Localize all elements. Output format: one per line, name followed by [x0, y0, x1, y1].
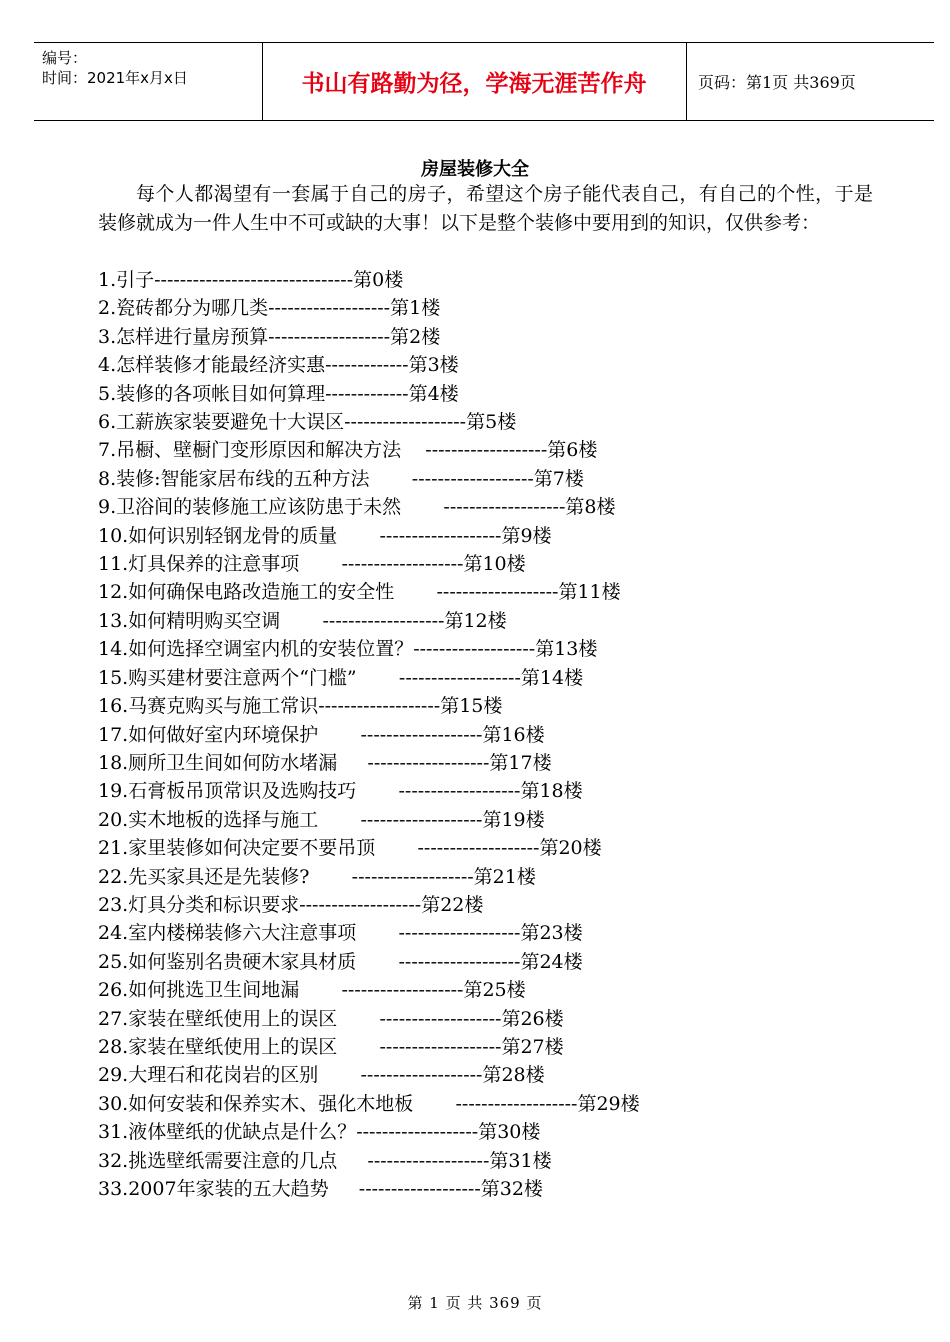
toc-item: 13.如何精明购买空调 -------------------第12楼	[98, 609, 507, 632]
toc-item: 19.石膏板吊顶常识及选购技巧 -------------------第18楼	[98, 780, 583, 803]
intro-paragraph: 每个人都渴望有一套属于自己的房子，希望这个房子能代表自己，有自己的个性，于是装修就成为一件人生中不可或缺的大事！以下是整个装修中要用到的知识，仅供参考：	[98, 183, 873, 234]
toc-item: 8.装修:智能家居布线的五种方法 -------------------第7楼	[98, 467, 584, 490]
toc-item: 6.工薪族家装要避免十大误区-------------------第5楼	[98, 411, 517, 434]
toc-item: 2.瓷砖都分为哪几类-------------------第1楼	[98, 297, 441, 320]
toc-item: 15.购买建材要注意两个“门槛” -------------------第14楼	[98, 666, 584, 689]
header-motto: 书山有路勤为径，学海无涯苦作舟	[301, 71, 647, 97]
toc-item: 1.引子-------------------------------第0楼	[98, 269, 404, 291]
toc-item: 31.液体壁纸的优缺点是什么？-------------------第30楼	[98, 1121, 541, 1144]
toc-item: 27.家装在壁纸使用上的误区 -------------------第26楼	[98, 1007, 564, 1030]
header-meta	[34, 43, 262, 120]
toc-item: 5.装修的各项帐目如何算理-------------第4楼	[98, 382, 459, 405]
toc-item: 22.先买家具还是先装修? -------------------第21楼	[98, 865, 536, 888]
toc-item: 30.如何安装和保养实木、强化木地板 -------------------第29楼	[98, 1092, 640, 1115]
time-label: 时间：2021年x月x日	[42, 69, 188, 87]
toc-item: 20.实木地板的选择与施工 -------------------第19楼	[98, 808, 545, 831]
page-header	[34, 42, 934, 121]
toc-item: 17.如何做好室内环境保护 -------------------第16楼	[98, 723, 545, 746]
toc-item: 11.灯具保养的注意事项 -------------------第10楼	[98, 553, 526, 576]
toc-item: 29.大理石和花岗岩的区别 -------------------第28楼	[98, 1064, 545, 1087]
toc-item: 23.灯具分类和标识要求-------------------第22楼	[98, 893, 484, 916]
toc-item: 12.如何确保电路改造施工的安全性 -------------------第11楼	[98, 581, 621, 604]
page-footer: 第 1 页 共 369 页	[407, 1294, 543, 1312]
header-page-label: 页码：第1页 共369页	[698, 73, 856, 92]
document-title: 房屋装修大全	[421, 159, 529, 180]
toc-item: 16.马赛克购买与施工常识-------------------第15楼	[98, 695, 503, 718]
toc-item: 24.室内楼梯装修六大注意事项 -------------------第23楼	[98, 922, 583, 945]
toc-item: 9.卫浴间的装修施工应该防患于未然 -------------------第8楼	[98, 496, 616, 519]
toc-item: 26.如何挑选卫生间地漏 -------------------第25楼	[98, 979, 526, 1002]
toc-item: 21.家里装修如何决定要不要吊顶 -------------------第20楼	[98, 837, 602, 860]
toc-item: 4.怎样装修才能最经济实惠-------------第3楼	[98, 354, 459, 377]
table-of-contents	[98, 266, 873, 1203]
toc-item: 7.吊橱、壁橱门变形原因和解决方法 -------------------第6楼	[98, 439, 598, 462]
toc-item: 14.如何选择空调室内机的安装位置？-------------------第13楼	[98, 638, 598, 661]
toc-item: 25.如何鉴别名贵硬木家具材质 -------------------第24楼	[98, 950, 583, 973]
toc-item: 10.如何识别轻钢龙骨的质量 -------------------第9楼	[98, 524, 552, 547]
toc-item: 28.家装在壁纸使用上的误区 -------------------第27楼	[98, 1035, 564, 1058]
toc-item: 3.怎样进行量房预算-------------------第2楼	[98, 325, 441, 348]
toc-item: 33.2007年家装的五大趋势 -------------------第32楼	[98, 1178, 543, 1200]
toc-item: 18.厕所卫生间如何防水堵漏 -------------------第17楼	[98, 751, 552, 774]
number-label: 编号：	[42, 49, 88, 67]
toc-item: 32.挑选壁纸需要注意的几点 -------------------第31楼	[98, 1149, 552, 1172]
